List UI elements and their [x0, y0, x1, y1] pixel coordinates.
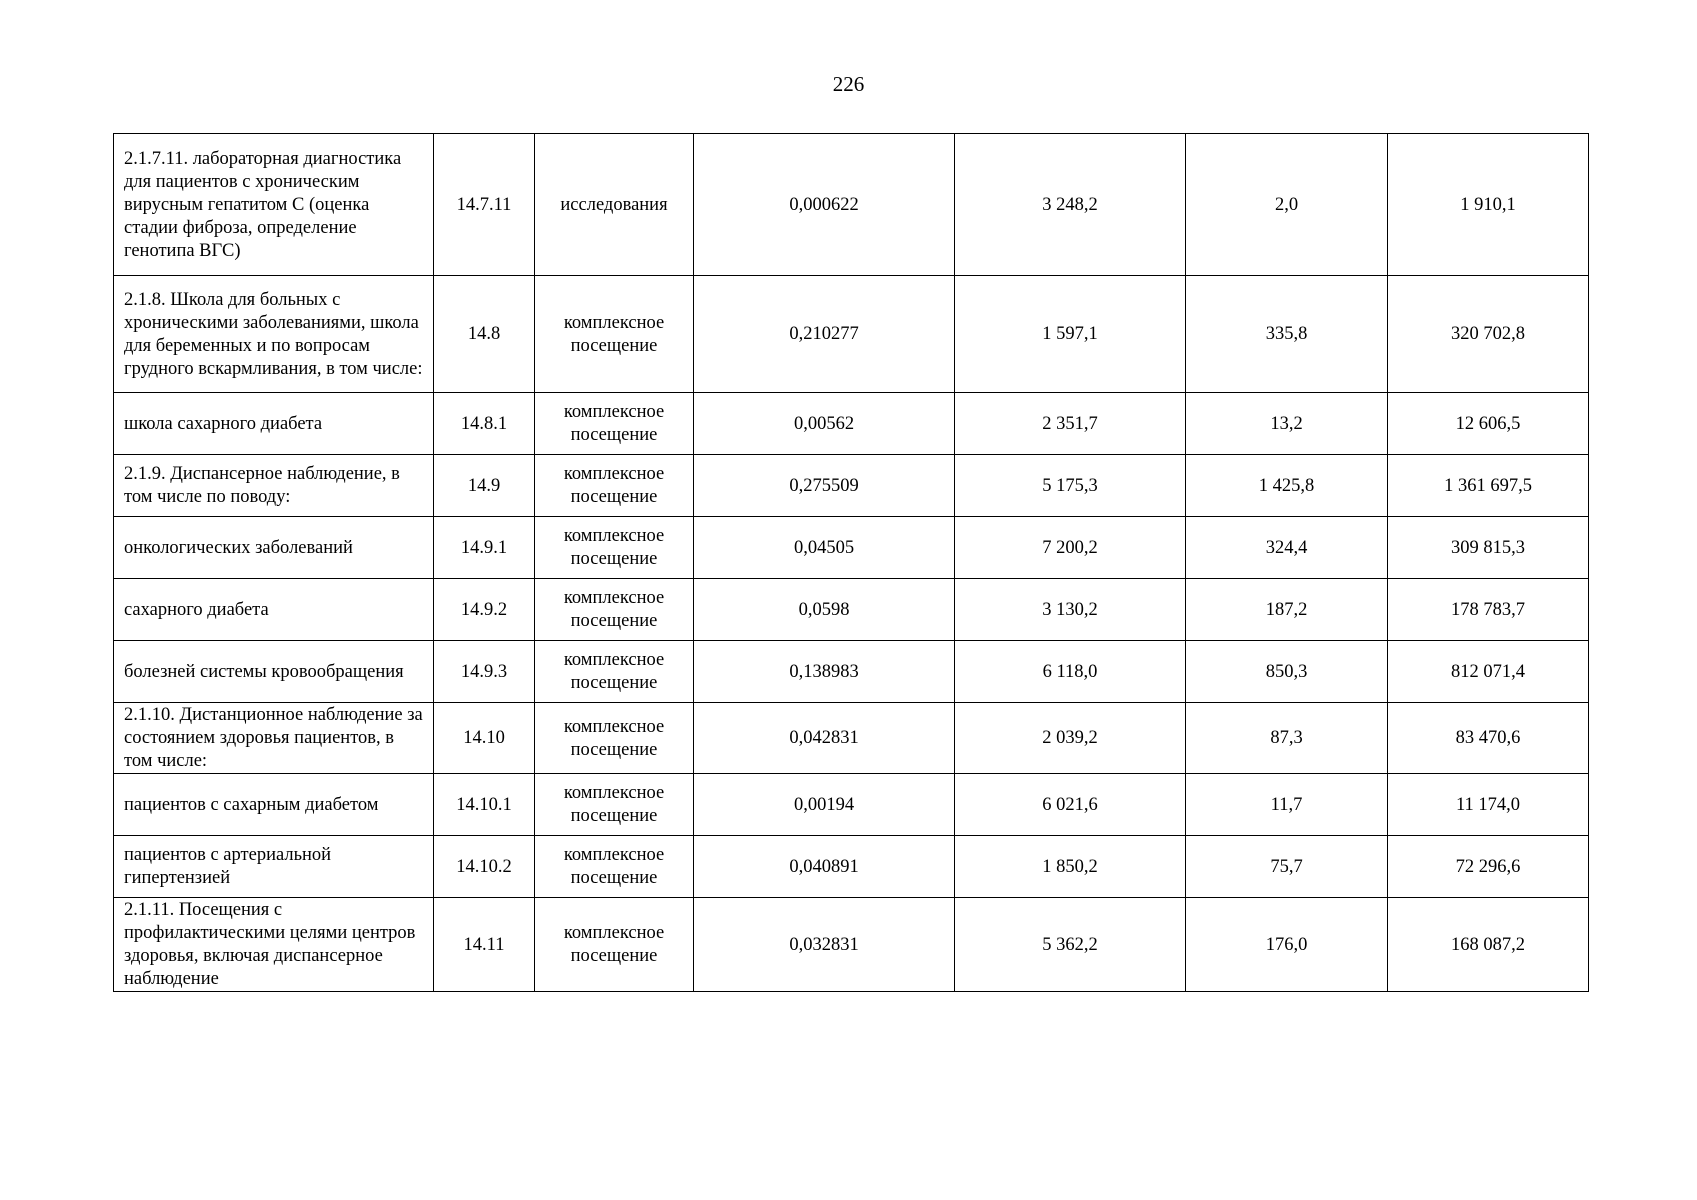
- row-total: 178 783,7: [1388, 579, 1589, 641]
- row-name: сахарного диабета: [114, 579, 434, 641]
- row-norm: 0,032831: [694, 898, 955, 992]
- row-unit: комплексное посещение: [535, 455, 694, 517]
- row-name: онкологических заболеваний: [114, 517, 434, 579]
- row-code: 14.9.3: [434, 641, 535, 703]
- table-row: [114, 517, 1589, 579]
- row-unit: комплексное посещение: [535, 836, 694, 898]
- row-norm: 0,0598: [694, 579, 955, 641]
- row-code: 14.11: [434, 898, 535, 992]
- row-total: 83 470,6: [1388, 703, 1589, 774]
- row-cost: 6 021,6: [955, 774, 1186, 836]
- row-name: 2.1.11. Посещения с профилактическими целями центров здоровья, включая диспансерное наблюдение: [114, 898, 434, 992]
- row-norm: 0,04505: [694, 517, 955, 579]
- row-per-capita: 1 425,8: [1186, 455, 1388, 517]
- row-unit: комплексное посещение: [535, 641, 694, 703]
- row-code: 14.10.1: [434, 774, 535, 836]
- row-unit: комплексное посещение: [535, 898, 694, 992]
- row-cost: 6 118,0: [955, 641, 1186, 703]
- row-code: 14.7.11: [434, 134, 535, 276]
- row-norm: 0,00194: [694, 774, 955, 836]
- row-norm: 0,040891: [694, 836, 955, 898]
- row-cost: 5 362,2: [955, 898, 1186, 992]
- row-total: 309 815,3: [1388, 517, 1589, 579]
- row-cost: 5 175,3: [955, 455, 1186, 517]
- table-row: [114, 134, 1589, 276]
- row-code: 14.8.1: [434, 393, 535, 455]
- row-unit: комплексное посещение: [535, 774, 694, 836]
- row-per-capita: 335,8: [1186, 276, 1388, 393]
- table-row: [114, 393, 1589, 455]
- row-cost: 2 039,2: [955, 703, 1186, 774]
- row-name: 2.1.9. Диспансерное наблюдение, в том числе по поводу:: [114, 455, 434, 517]
- row-cost: 3 248,2: [955, 134, 1186, 276]
- row-name: пациентов с артериальной гипертензией: [114, 836, 434, 898]
- row-total: 12 606,5: [1388, 393, 1589, 455]
- row-name: болезней системы кровообращения: [114, 641, 434, 703]
- row-cost: 3 130,2: [955, 579, 1186, 641]
- row-total: 168 087,2: [1388, 898, 1589, 992]
- table-row: [114, 455, 1589, 517]
- page-number: 226: [832, 72, 865, 96]
- row-per-capita: 324,4: [1186, 517, 1388, 579]
- row-per-capita: 11,7: [1186, 774, 1388, 836]
- row-per-capita: 87,3: [1186, 703, 1388, 774]
- row-name: 2.1.7.11. лабораторная диагностика для пациентов с хроническим вирусным гепатитом С (оценка стадии фиброза, определение генотипа ВГС): [114, 134, 434, 276]
- row-code: 14.10: [434, 703, 535, 774]
- row-code: 14.8: [434, 276, 535, 393]
- row-norm: 0,275509: [694, 455, 955, 517]
- row-total: 1 910,1: [1388, 134, 1589, 276]
- table-row: [114, 276, 1589, 393]
- row-cost: 1 850,2: [955, 836, 1186, 898]
- row-per-capita: 850,3: [1186, 641, 1388, 703]
- row-cost: 1 597,1: [955, 276, 1186, 393]
- row-unit: комплексное посещение: [535, 276, 694, 393]
- table-row: [114, 898, 1589, 992]
- table-row: [114, 774, 1589, 836]
- row-unit: комплексное посещение: [535, 703, 694, 774]
- row-per-capita: 75,7: [1186, 836, 1388, 898]
- row-norm: 0,210277: [694, 276, 955, 393]
- table-row: [114, 641, 1589, 703]
- row-name: 2.1.8. Школа для больных с хроническими заболеваниями, школа для беременных и по вопросам грудного вскармливания, в том числе:: [114, 276, 434, 393]
- row-total: 11 174,0: [1388, 774, 1589, 836]
- row-per-capita: 2,0: [1186, 134, 1388, 276]
- row-code: 14.9: [434, 455, 535, 517]
- row-name: 2.1.10. Дистанционное наблюдение за состоянием здоровья пациентов, в том числе:: [114, 703, 434, 774]
- row-unit: комплексное посещение: [535, 393, 694, 455]
- row-per-capita: 187,2: [1186, 579, 1388, 641]
- row-cost: 7 200,2: [955, 517, 1186, 579]
- row-unit: комплексное посещение: [535, 517, 694, 579]
- row-unit: исследования: [535, 134, 694, 276]
- row-per-capita: 13,2: [1186, 393, 1388, 455]
- table-row: [114, 703, 1589, 774]
- row-code: 14.10.2: [434, 836, 535, 898]
- row-name: школа сахарного диабета: [114, 393, 434, 455]
- row-unit: комплексное посещение: [535, 579, 694, 641]
- row-per-capita: 176,0: [1186, 898, 1388, 992]
- row-norm: 0,138983: [694, 641, 955, 703]
- row-name: пациентов с сахарным диабетом: [114, 774, 434, 836]
- table-row: [114, 836, 1589, 898]
- row-total: 320 702,8: [1388, 276, 1589, 393]
- row-total: 812 071,4: [1388, 641, 1589, 703]
- row-total: 72 296,6: [1388, 836, 1589, 898]
- row-norm: 0,000622: [694, 134, 955, 276]
- table-row: [114, 579, 1589, 641]
- row-norm: 0,042831: [694, 703, 955, 774]
- row-code: 14.9.2: [434, 579, 535, 641]
- row-code: 14.9.1: [434, 517, 535, 579]
- data-table: [113, 133, 1589, 992]
- row-norm: 0,00562: [694, 393, 955, 455]
- row-total: 1 361 697,5: [1388, 455, 1589, 517]
- row-cost: 2 351,7: [955, 393, 1186, 455]
